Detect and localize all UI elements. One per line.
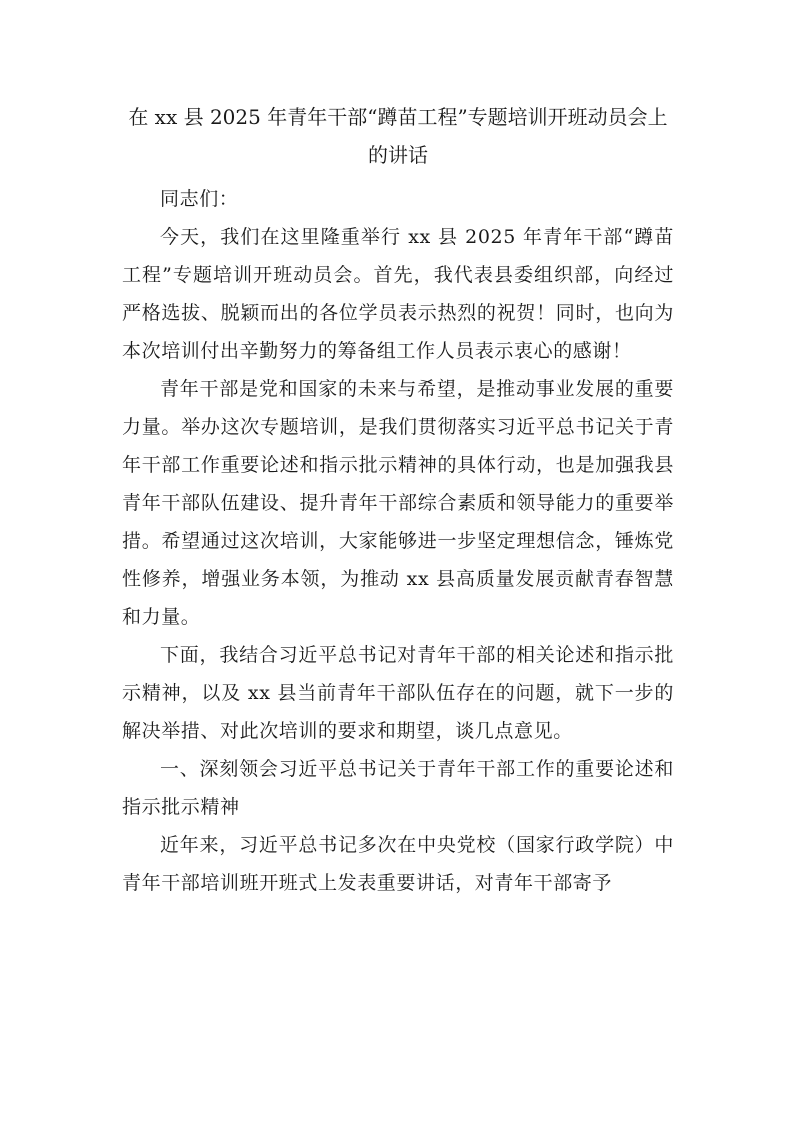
document-title: 在 xx 县 2025 年青年干部“蹲苗工程”专题培训开班动员会上的讲话: [128, 105, 668, 167]
paragraph-outline: 下面，我结合习近平总书记对青年干部的相关论述和指示批示精神，以及 xx 县当前青年干部队伍存在的问题，就下一步的解决举措、对此次培训的要求和期望，谈几点意见。: [122, 644, 674, 742]
document-body: [122, 98, 674, 902]
paragraph-section-one-start: 近年来，习近平总书记多次在中央党校（国家行政学院）中青年干部培训班开班式上发表重要讲话，对青年干部寄予: [122, 834, 674, 894]
salutation: 同志们：: [160, 188, 239, 210]
paragraph-significance: 青年干部是党和国家的未来与希望，是推动事业发展的重要力量。举办这次专题培训，是我们贯彻落实习近平总书记关于青年干部工作重要论述和指示批示精神的具体行动，也是加强我县青年干部队伍建设、提升青年干部综合素质和领导能力的重要举措。希望通过这次培训，大家能够进一步坚定理想信念，锤炼党性修养，增强业务本领，为推动 xx 县高质量发展贡献青春智慧和力量。: [122, 378, 674, 628]
paragraph-opening: 今天，我们在这里隆重举行 xx 县 2025 年青年干部“蹲苗工程”专题培训开班动员会。首先，我代表县委组织部，向经过严格选拔、脱颖而出的各位学员表示热烈的祝贺！同时，也向为本次培训付出辛勤努力的筹备组工作人员表示衷心的感谢！: [122, 226, 674, 362]
section-heading-one: 一、深刻领会习近平总书记关于青年干部工作的重要论述和指示批示精神: [122, 758, 674, 818]
